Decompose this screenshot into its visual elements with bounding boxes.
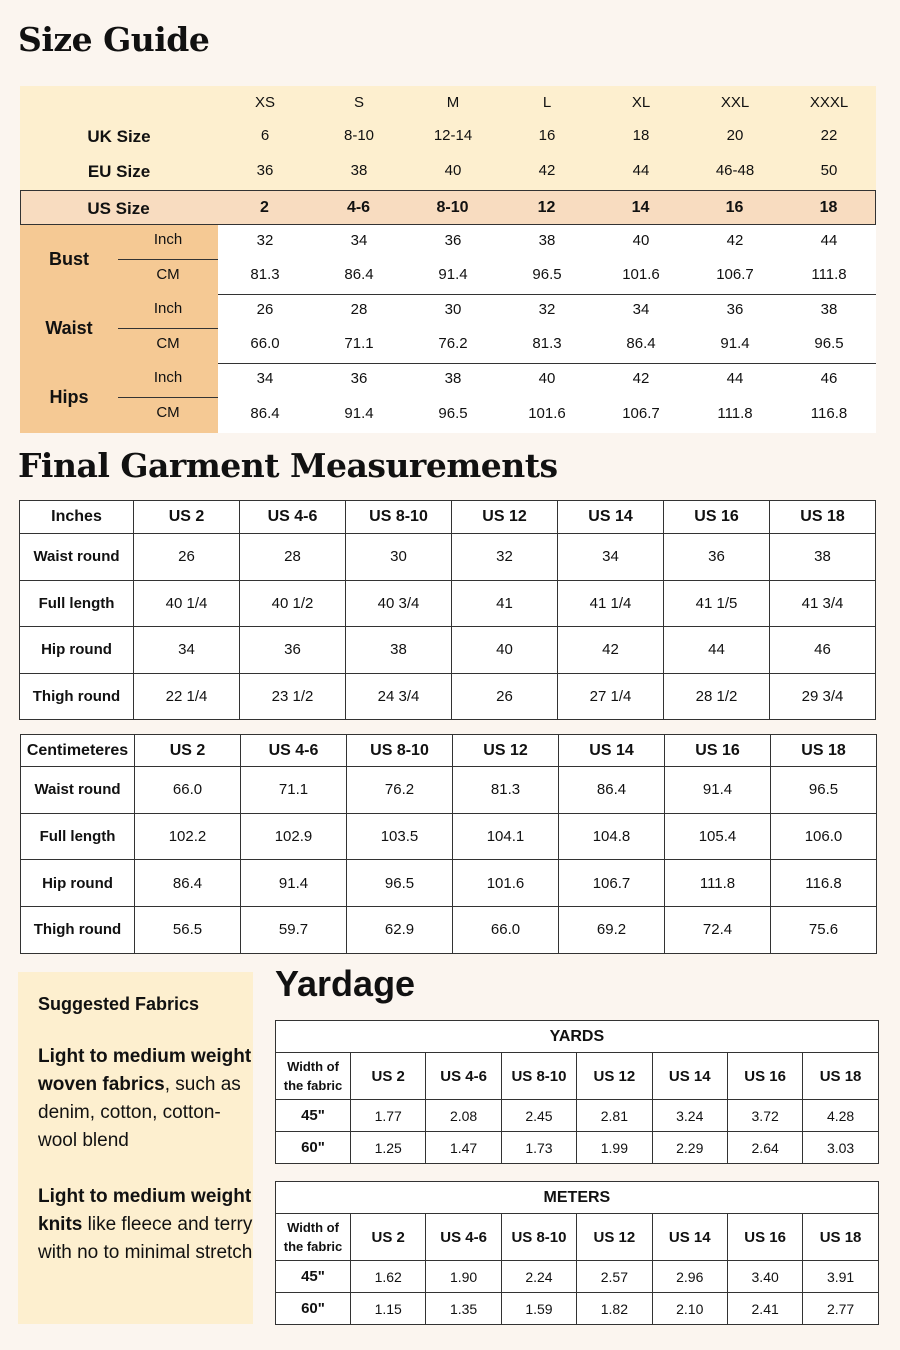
eu-size-value: 46-48 bbox=[715, 162, 755, 179]
column-header: US 4-6 bbox=[426, 1053, 501, 1100]
table-cell: 32 bbox=[452, 534, 558, 581]
bust-cm-value: 111.8 bbox=[811, 266, 847, 283]
table-cell: 102.9 bbox=[241, 813, 347, 860]
table-row bbox=[21, 860, 877, 907]
final-inches-table bbox=[19, 500, 876, 720]
table-cell: 2.77 bbox=[803, 1293, 878, 1325]
knit-fabrics-text bbox=[38, 1183, 253, 1267]
hips-cm-value: 91.4 bbox=[344, 405, 374, 422]
column-header: US 8-10 bbox=[347, 735, 453, 767]
hips-inch-value: 38 bbox=[444, 370, 462, 387]
bust-cm-value: 81.3 bbox=[250, 266, 280, 283]
bust-inch-value: 44 bbox=[820, 232, 838, 249]
table-cell: 1.15 bbox=[351, 1293, 426, 1325]
size-guide-table bbox=[20, 86, 876, 433]
column-header: US 2 bbox=[135, 735, 241, 767]
table-cell: 1.73 bbox=[501, 1132, 576, 1164]
table-cell: 2.10 bbox=[652, 1293, 727, 1325]
suggested-fabrics-title: Suggested Fabrics bbox=[38, 994, 200, 1014]
table-cell: 69.2 bbox=[559, 907, 665, 954]
table-cell: 1.47 bbox=[426, 1132, 501, 1164]
table-cell: 91.4 bbox=[665, 767, 771, 814]
bust-cm-value: 101.6 bbox=[622, 266, 660, 283]
suggested-fabrics-panel bbox=[18, 972, 253, 1324]
column-header: US 12 bbox=[577, 1053, 652, 1100]
bust-cm-value: 86.4 bbox=[344, 266, 374, 283]
table-cell: 23 1/2 bbox=[240, 673, 346, 720]
table-cell: 72.4 bbox=[665, 907, 771, 954]
cm-unit-label: CM bbox=[156, 266, 180, 283]
bust-cm-value: 106.7 bbox=[716, 266, 754, 283]
table-row bbox=[276, 1293, 879, 1325]
waist-cm-value: 91.4 bbox=[720, 335, 750, 352]
table-cell: 46 bbox=[770, 627, 876, 674]
column-header: US 4-6 bbox=[426, 1214, 501, 1261]
eu-size-value: 50 bbox=[820, 162, 838, 179]
table-row bbox=[21, 813, 877, 860]
table-cell: 1.59 bbox=[501, 1293, 576, 1325]
waist-cm-value: 96.5 bbox=[814, 335, 844, 352]
waist-inch-row bbox=[218, 301, 876, 318]
table-cell: 2.29 bbox=[652, 1132, 727, 1164]
yardage-meters-table bbox=[275, 1181, 879, 1325]
hips-block bbox=[20, 363, 876, 433]
table-row bbox=[20, 580, 876, 627]
column-header: US 12 bbox=[452, 501, 558, 534]
size-letter: L bbox=[542, 94, 552, 111]
waist-inch-value: 32 bbox=[538, 301, 556, 318]
waist-inch-value: 36 bbox=[726, 301, 744, 318]
column-header: US 8-10 bbox=[501, 1214, 576, 1261]
bust-cm-value: 91.4 bbox=[438, 266, 468, 283]
table-header-row bbox=[276, 1214, 879, 1261]
table-corner-label: Width of the fabric bbox=[276, 1214, 351, 1261]
hips-cm-value: 96.5 bbox=[438, 405, 468, 422]
column-header: US 12 bbox=[577, 1214, 652, 1261]
waist-inch-value: 34 bbox=[632, 301, 650, 318]
table-cell: 40 1/2 bbox=[240, 580, 346, 627]
eu-size-value: 40 bbox=[444, 162, 462, 179]
table-cell: 38 bbox=[346, 627, 452, 674]
table-cell: 1.82 bbox=[577, 1293, 652, 1325]
divider bbox=[218, 294, 876, 295]
row-label: Hip round bbox=[20, 627, 134, 674]
table-header-row bbox=[21, 735, 877, 767]
table-cell: 2.45 bbox=[501, 1100, 576, 1132]
table-cell: 62.9 bbox=[347, 907, 453, 954]
waist-cm-value: 81.3 bbox=[532, 335, 562, 352]
column-header: US 14 bbox=[558, 501, 664, 534]
hips-inch-value: 42 bbox=[632, 370, 650, 387]
column-header: US 18 bbox=[771, 735, 877, 767]
column-header: US 4-6 bbox=[240, 501, 346, 534]
table-cell: 26 bbox=[452, 673, 558, 720]
table-cell: 102.2 bbox=[135, 813, 241, 860]
table-cell: 1.62 bbox=[351, 1261, 426, 1293]
table-cell: 3.24 bbox=[652, 1100, 727, 1132]
knit-fabrics-detail: like fleece and terry with no to minimal stretch bbox=[38, 1214, 253, 1263]
table-cell: 104.1 bbox=[453, 813, 559, 860]
bust-cm-row bbox=[218, 266, 876, 283]
row-label: Waist round bbox=[21, 767, 135, 814]
waist-inch-value: 30 bbox=[444, 301, 462, 318]
column-header: US 16 bbox=[727, 1053, 802, 1100]
table-row bbox=[276, 1132, 879, 1164]
us-size-value: 18 bbox=[819, 199, 838, 216]
table-cell: 2.24 bbox=[501, 1261, 576, 1293]
size-letter: XXXL bbox=[809, 94, 849, 111]
eu-size-value: 42 bbox=[538, 162, 556, 179]
uk-size-value: 18 bbox=[632, 127, 650, 144]
table-cell: 28 1/2 bbox=[664, 673, 770, 720]
table-row bbox=[276, 1100, 879, 1132]
us-size-value: 16 bbox=[725, 199, 744, 216]
table-cell: 104.8 bbox=[559, 813, 665, 860]
table-cell: 3.40 bbox=[727, 1261, 802, 1293]
hips-label: Hips bbox=[49, 387, 89, 407]
hips-cm-value: 101.6 bbox=[528, 405, 566, 422]
table-cell: 41 1/4 bbox=[558, 580, 664, 627]
table-row bbox=[21, 767, 877, 814]
table-cell: 2.41 bbox=[727, 1293, 802, 1325]
divider bbox=[118, 397, 218, 398]
table-cell: 22 1/4 bbox=[134, 673, 240, 720]
column-header: US 14 bbox=[652, 1214, 727, 1261]
uk-size-value: 12-14 bbox=[433, 127, 473, 144]
table-caption-row bbox=[276, 1182, 879, 1214]
hips-cm-value: 111.8 bbox=[717, 405, 753, 422]
bust-inch-value: 42 bbox=[726, 232, 744, 249]
table-cell: 28 bbox=[240, 534, 346, 581]
table-cell: 1.35 bbox=[426, 1293, 501, 1325]
table-cell: 2.81 bbox=[577, 1100, 652, 1132]
bust-cm-value: 96.5 bbox=[532, 266, 562, 283]
column-header: US 14 bbox=[559, 735, 665, 767]
us-size-row bbox=[20, 190, 876, 225]
table-caption: METERS bbox=[276, 1182, 879, 1214]
column-header: US 2 bbox=[134, 501, 240, 534]
yardage-yards-table bbox=[275, 1020, 879, 1164]
bust-inch-value: 40 bbox=[632, 232, 650, 249]
waist-inch-value: 38 bbox=[820, 301, 838, 318]
column-header: US 2 bbox=[351, 1053, 426, 1100]
table-row bbox=[276, 1261, 879, 1293]
row-label: 45" bbox=[276, 1100, 351, 1132]
table-caption-row bbox=[276, 1021, 879, 1053]
column-header: US 16 bbox=[727, 1214, 802, 1261]
knit-fabrics-heading: Light to medium weight knits bbox=[38, 1186, 252, 1235]
table-cell: 36 bbox=[664, 534, 770, 581]
table-cell: 86.4 bbox=[559, 767, 665, 814]
table-cell: 96.5 bbox=[347, 860, 453, 907]
size-guide-title: Size Guide bbox=[18, 20, 210, 59]
hips-cm-value: 106.7 bbox=[622, 405, 660, 422]
column-header: US 8-10 bbox=[346, 501, 452, 534]
waist-label: Waist bbox=[45, 318, 93, 338]
table-cell: 34 bbox=[558, 534, 664, 581]
uk-size-value: 22 bbox=[820, 127, 838, 144]
eu-size-value: 44 bbox=[632, 162, 650, 179]
size-letter: M bbox=[446, 94, 460, 111]
waist-cm-value: 71.1 bbox=[344, 335, 374, 352]
table-cell: 2.08 bbox=[426, 1100, 501, 1132]
waist-inch-value: 28 bbox=[350, 301, 368, 318]
uk-size-value: 6 bbox=[260, 127, 270, 144]
hips-inch-value: 34 bbox=[256, 370, 274, 387]
table-row bbox=[20, 673, 876, 720]
table-cell: 56.5 bbox=[135, 907, 241, 954]
hips-inch-value: 36 bbox=[350, 370, 368, 387]
table-cell: 1.99 bbox=[577, 1132, 652, 1164]
us-size-value: 14 bbox=[631, 199, 650, 216]
column-header: US 8-10 bbox=[501, 1053, 576, 1100]
hips-cm-row bbox=[218, 405, 876, 422]
table-cell: 1.25 bbox=[351, 1132, 426, 1164]
table-cell: 66.0 bbox=[135, 767, 241, 814]
table-cell: 41 1/5 bbox=[664, 580, 770, 627]
table-cell: 40 bbox=[452, 627, 558, 674]
hips-inch-value: 44 bbox=[726, 370, 744, 387]
table-cell: 2.96 bbox=[652, 1261, 727, 1293]
table-row bbox=[20, 627, 876, 674]
final-cm-table bbox=[20, 734, 877, 954]
column-header: US 12 bbox=[453, 735, 559, 767]
row-label: Thigh round bbox=[21, 907, 135, 954]
waist-block bbox=[20, 294, 876, 363]
table-cell: 96.5 bbox=[771, 767, 877, 814]
table-cell: 3.91 bbox=[803, 1261, 878, 1293]
table-cell: 29 3/4 bbox=[770, 673, 876, 720]
table-cell: 3.03 bbox=[803, 1132, 878, 1164]
table-header-row bbox=[276, 1053, 879, 1100]
eu-size-row bbox=[20, 162, 876, 182]
table-cell: 2.64 bbox=[727, 1132, 802, 1164]
yardage-title: Yardage bbox=[275, 963, 416, 1004]
table-cell: 41 3/4 bbox=[770, 580, 876, 627]
row-label: Full length bbox=[20, 580, 134, 627]
row-label: Thigh round bbox=[20, 673, 134, 720]
table-cell: 106.7 bbox=[559, 860, 665, 907]
table-corner-label: Inches bbox=[20, 501, 134, 534]
table-cell: 30 bbox=[346, 534, 452, 581]
uk-size-row bbox=[20, 127, 876, 147]
divider bbox=[118, 328, 218, 329]
column-header: US 18 bbox=[803, 1053, 878, 1100]
us-size-value: 8-10 bbox=[436, 199, 469, 216]
row-label: Waist round bbox=[20, 534, 134, 581]
row-label: 45" bbox=[276, 1261, 351, 1293]
hips-cm-value: 86.4 bbox=[250, 405, 280, 422]
table-cell: 34 bbox=[134, 627, 240, 674]
table-caption: YARDS bbox=[276, 1021, 879, 1053]
table-row bbox=[21, 907, 877, 954]
hips-inch-row bbox=[218, 370, 876, 387]
inch-unit-label: Inch bbox=[153, 231, 183, 248]
size-letter: XL bbox=[631, 94, 651, 111]
waist-inch-value: 26 bbox=[256, 301, 274, 318]
inch-unit-label: Inch bbox=[153, 369, 183, 386]
column-header: US 16 bbox=[664, 501, 770, 534]
hips-inch-value: 40 bbox=[538, 370, 556, 387]
table-cell: 40 1/4 bbox=[134, 580, 240, 627]
waist-cm-value: 86.4 bbox=[626, 335, 656, 352]
divider bbox=[118, 259, 218, 260]
column-header: US 18 bbox=[770, 501, 876, 534]
size-letter-row bbox=[20, 94, 876, 111]
us-size-value: 4-6 bbox=[346, 199, 371, 216]
table-cell: 38 bbox=[770, 534, 876, 581]
table-cell: 1.77 bbox=[351, 1100, 426, 1132]
table-cell: 103.5 bbox=[347, 813, 453, 860]
row-label: 60" bbox=[276, 1132, 351, 1164]
bust-inch-row bbox=[218, 232, 876, 249]
divider bbox=[218, 363, 876, 364]
table-cell: 116.8 bbox=[771, 860, 877, 907]
waist-cm-value: 66.0 bbox=[250, 335, 280, 352]
uk-size-label: UK Size bbox=[87, 127, 151, 146]
row-label: Hip round bbox=[21, 860, 135, 907]
inch-unit-label: Inch bbox=[153, 300, 183, 317]
table-cell: 2.57 bbox=[577, 1261, 652, 1293]
uk-size-value: 8-10 bbox=[343, 127, 375, 144]
table-cell: 36 bbox=[240, 627, 346, 674]
table-cell: 24 3/4 bbox=[346, 673, 452, 720]
woven-fabrics-detail: , such as denim, cotton, cotton-wool blend bbox=[38, 1074, 241, 1151]
size-guide-header bbox=[20, 86, 876, 225]
table-cell: 66.0 bbox=[453, 907, 559, 954]
table-cell: 81.3 bbox=[453, 767, 559, 814]
bust-label: Bust bbox=[49, 249, 89, 269]
hips-cm-value: 116.8 bbox=[810, 405, 848, 422]
bust-inch-value: 38 bbox=[538, 232, 556, 249]
table-cell: 75.6 bbox=[771, 907, 877, 954]
table-cell: 91.4 bbox=[241, 860, 347, 907]
column-header: US 14 bbox=[652, 1053, 727, 1100]
table-row bbox=[20, 534, 876, 581]
hips-inch-value: 46 bbox=[820, 370, 838, 387]
table-cell: 1.90 bbox=[426, 1261, 501, 1293]
table-corner-label: Width of the fabric bbox=[276, 1053, 351, 1100]
table-cell: 44 bbox=[664, 627, 770, 674]
woven-fabrics-heading: Light to medium weight woven fabrics bbox=[38, 1046, 252, 1095]
table-header-row bbox=[20, 501, 876, 534]
us-size-label: US Size bbox=[87, 199, 150, 218]
bust-inch-value: 36 bbox=[444, 232, 462, 249]
table-cell: 27 1/4 bbox=[558, 673, 664, 720]
eu-size-value: 36 bbox=[256, 162, 274, 179]
table-cell: 4.28 bbox=[803, 1100, 878, 1132]
us-size-value: 12 bbox=[537, 199, 556, 216]
table-cell: 86.4 bbox=[135, 860, 241, 907]
table-cell: 59.7 bbox=[241, 907, 347, 954]
column-header: US 18 bbox=[803, 1214, 878, 1261]
table-cell: 26 bbox=[134, 534, 240, 581]
column-header: US 4-6 bbox=[241, 735, 347, 767]
table-cell: 71.1 bbox=[241, 767, 347, 814]
row-label: 60" bbox=[276, 1293, 351, 1325]
table-cell: 105.4 bbox=[665, 813, 771, 860]
column-header: US 16 bbox=[665, 735, 771, 767]
table-cell: 3.72 bbox=[727, 1100, 802, 1132]
uk-size-value: 20 bbox=[726, 127, 744, 144]
final-measurements-title: Final Garment Measurements bbox=[18, 446, 558, 485]
size-letter: S bbox=[353, 94, 364, 111]
table-cell: 42 bbox=[558, 627, 664, 674]
table-cell: 41 bbox=[452, 580, 558, 627]
table-cell: 101.6 bbox=[453, 860, 559, 907]
eu-size-value: 38 bbox=[350, 162, 368, 179]
bust-inch-value: 32 bbox=[256, 232, 274, 249]
eu-size-label: EU Size bbox=[87, 162, 151, 181]
woven-fabrics-text bbox=[38, 1043, 253, 1155]
bust-block bbox=[20, 225, 876, 294]
row-label: Full length bbox=[21, 813, 135, 860]
table-cell: 76.2 bbox=[347, 767, 453, 814]
waist-cm-value: 76.2 bbox=[438, 335, 468, 352]
table-cell: 40 3/4 bbox=[346, 580, 452, 627]
table-cell: 106.0 bbox=[771, 813, 877, 860]
cm-unit-label: CM bbox=[156, 335, 180, 352]
table-cell: 111.8 bbox=[665, 860, 771, 907]
us-size-value: 2 bbox=[260, 199, 269, 216]
column-header: US 2 bbox=[351, 1214, 426, 1261]
uk-size-value: 16 bbox=[538, 127, 556, 144]
cm-unit-label: CM bbox=[156, 404, 180, 421]
size-letter: XXL bbox=[720, 94, 750, 111]
size-letter: XS bbox=[254, 94, 275, 111]
waist-cm-row bbox=[218, 335, 876, 352]
bust-inch-value: 34 bbox=[350, 232, 368, 249]
table-corner-label: Centimeteres bbox=[21, 735, 135, 767]
